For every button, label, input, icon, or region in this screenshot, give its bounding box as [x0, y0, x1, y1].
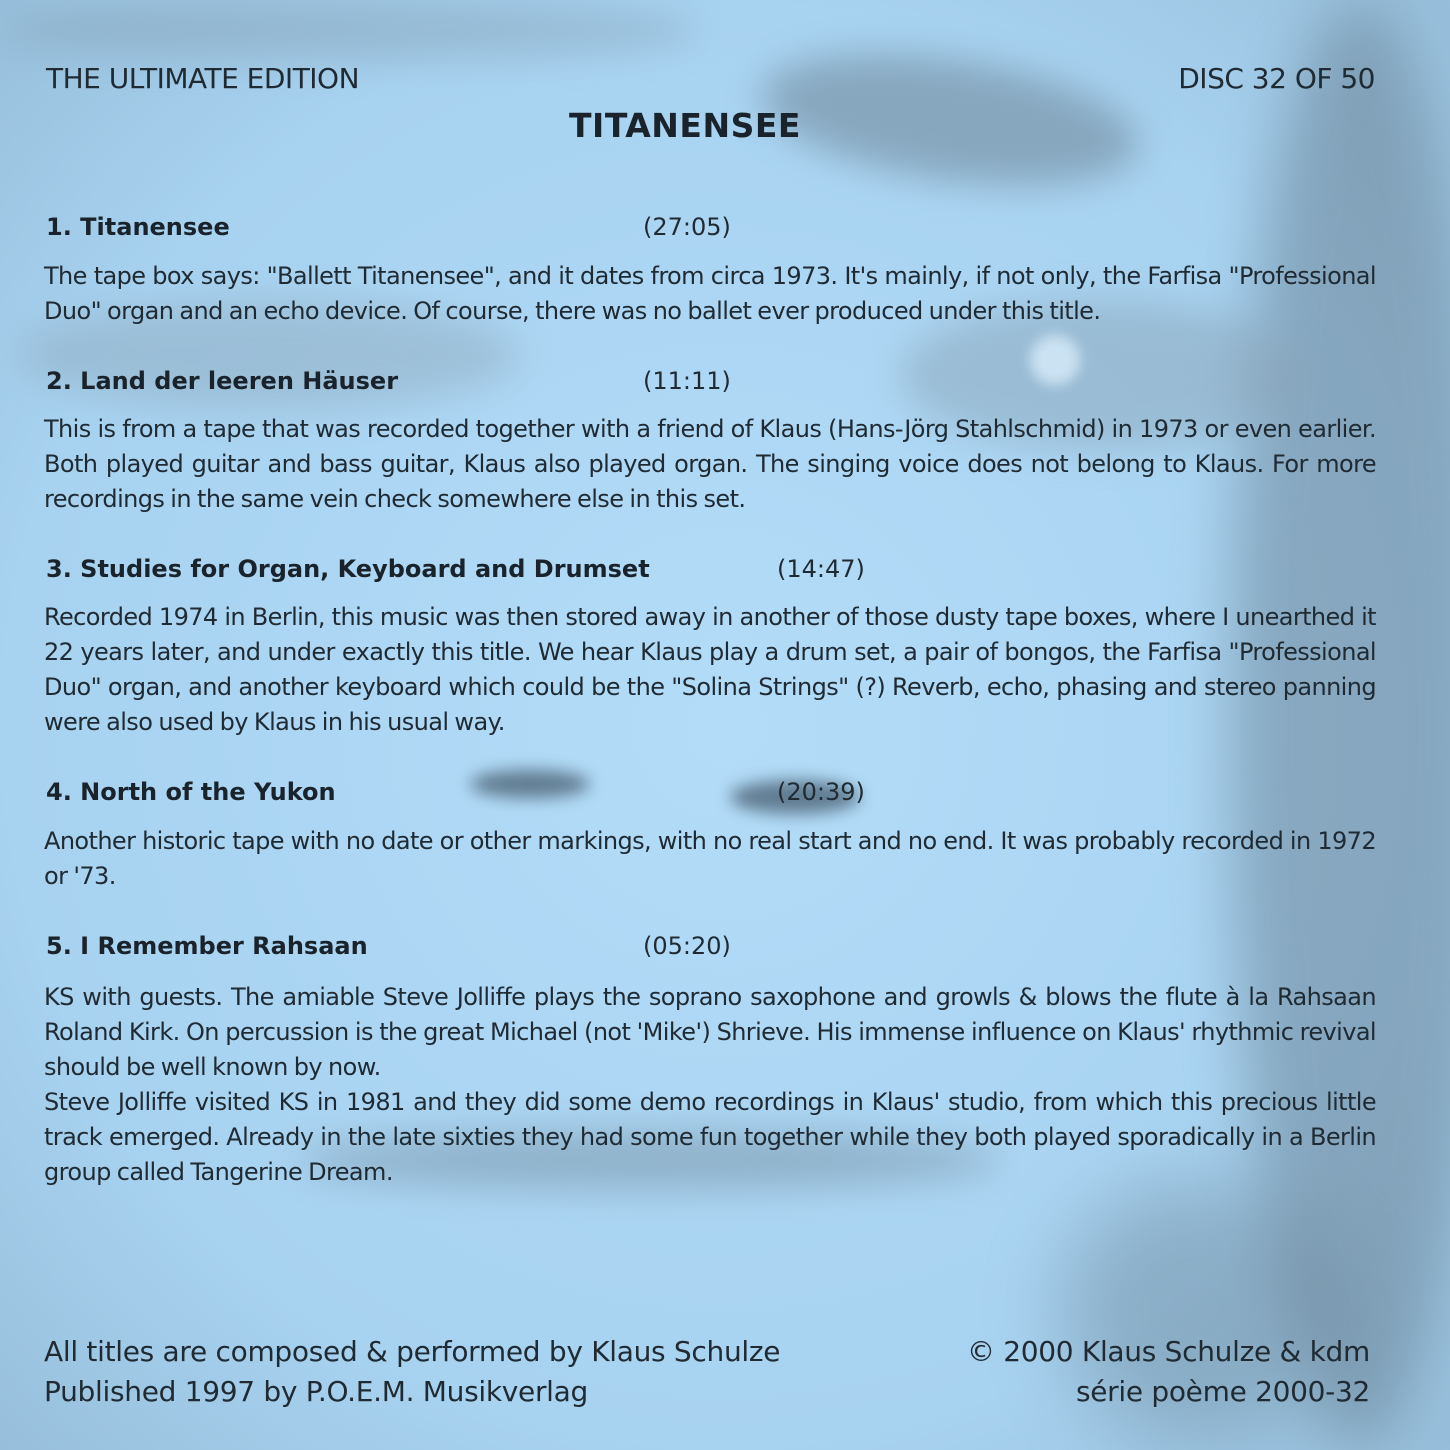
series-number: série poème 2000-32 [1075, 1375, 1370, 1408]
track-description [44, 259, 1376, 329]
description-paragraph: Steve Jolliffe visited KS in 1981 and they did some demo recordings in Klaus' studio, from which this precious little track emerged. Already in the late sixties they had some fun together while they both played sporadically in a Berlin group called Tangerine Dream. [44, 1088, 1376, 1186]
track-heading: 4. North of the Yukon [46, 778, 336, 806]
background-photo-shading [0, 0, 700, 60]
description-paragraph: This is from a tape that was recorded together with a friend of Klaus (Hans-Jörg Stahlschmid) in 1973 or even earlier. Both played guitar and bass guitar, Klaus also played organ. The singing voice does not belong to Klaus. For more recordings in the same vein check somewhere else in this set. [44, 415, 1376, 513]
copyright-notice: © 2000 Klaus Schulze & kdm [966, 1335, 1370, 1368]
disc-number: DISC 32 OF 50 [1178, 62, 1375, 95]
description-paragraph: KS with guests. The amiable Steve Jolliffe plays the soprano saxophone and growls & blows the flute à la Rahsaan Roland Kirk. On percussion is the great Michael (not 'Mike') Shrieve. His immense influence on Klaus' rhythmic revival should be well known by now. [44, 983, 1376, 1081]
description-paragraph: Recorded 1974 in Berlin, this music was then stored away in another of those dusty tape boxes, where I unearthed it 22 years later, and under exactly this title. We hear Klaus play a drum set, a pair of bongos, the Farfisa "Professional Duo" organ, and another keyboard which could be the "Solina Strings" (?) Reverb, echo, phasing and stereo panning were also used by Klaus in his usual way. [44, 603, 1376, 736]
track-heading: 5. I Remember Rahsaan [46, 932, 368, 960]
track-duration: (20:39) [777, 778, 865, 806]
copyright-block [967, 1332, 1370, 1412]
track-heading: 1. Titanensee [46, 213, 230, 241]
credits [44, 1332, 780, 1412]
track-heading: 2. Land der leeren Häuser [46, 367, 399, 395]
track-description [44, 824, 1376, 894]
track-description [44, 980, 1376, 1190]
track-duration: (27:05) [643, 213, 731, 241]
background-photo-shading [470, 770, 590, 798]
track-duration: (14:47) [777, 555, 865, 583]
edition-label: THE ULTIMATE EDITION [46, 62, 360, 95]
publisher-credit: Published 1997 by P.O.E.M. Musikverlag [44, 1375, 588, 1408]
track-duration: (11:11) [643, 367, 731, 395]
track-duration: (05:20) [643, 932, 731, 960]
background-photo-highlight [1030, 335, 1080, 385]
composer-credit: All titles are composed & performed by Klaus Schulze [44, 1335, 781, 1368]
description-paragraph: Another historic tape with no date or other markings, with no real start and no end. It was probably recorded in 1972 or '73. [44, 827, 1376, 890]
description-paragraph: The tape box says: "Ballett Titanensee", and it dates from circa 1973. It's mainly, if not only, the Farfisa "Professional Duo" organ and an echo device. Of course, there was no ballet ever produced under this title. [44, 262, 1376, 325]
track-description [44, 412, 1376, 517]
album-title: TITANENSEE [569, 106, 801, 145]
track-description [44, 600, 1376, 740]
track-heading: 3. Studies for Organ, Keyboard and Drumset [46, 555, 650, 583]
